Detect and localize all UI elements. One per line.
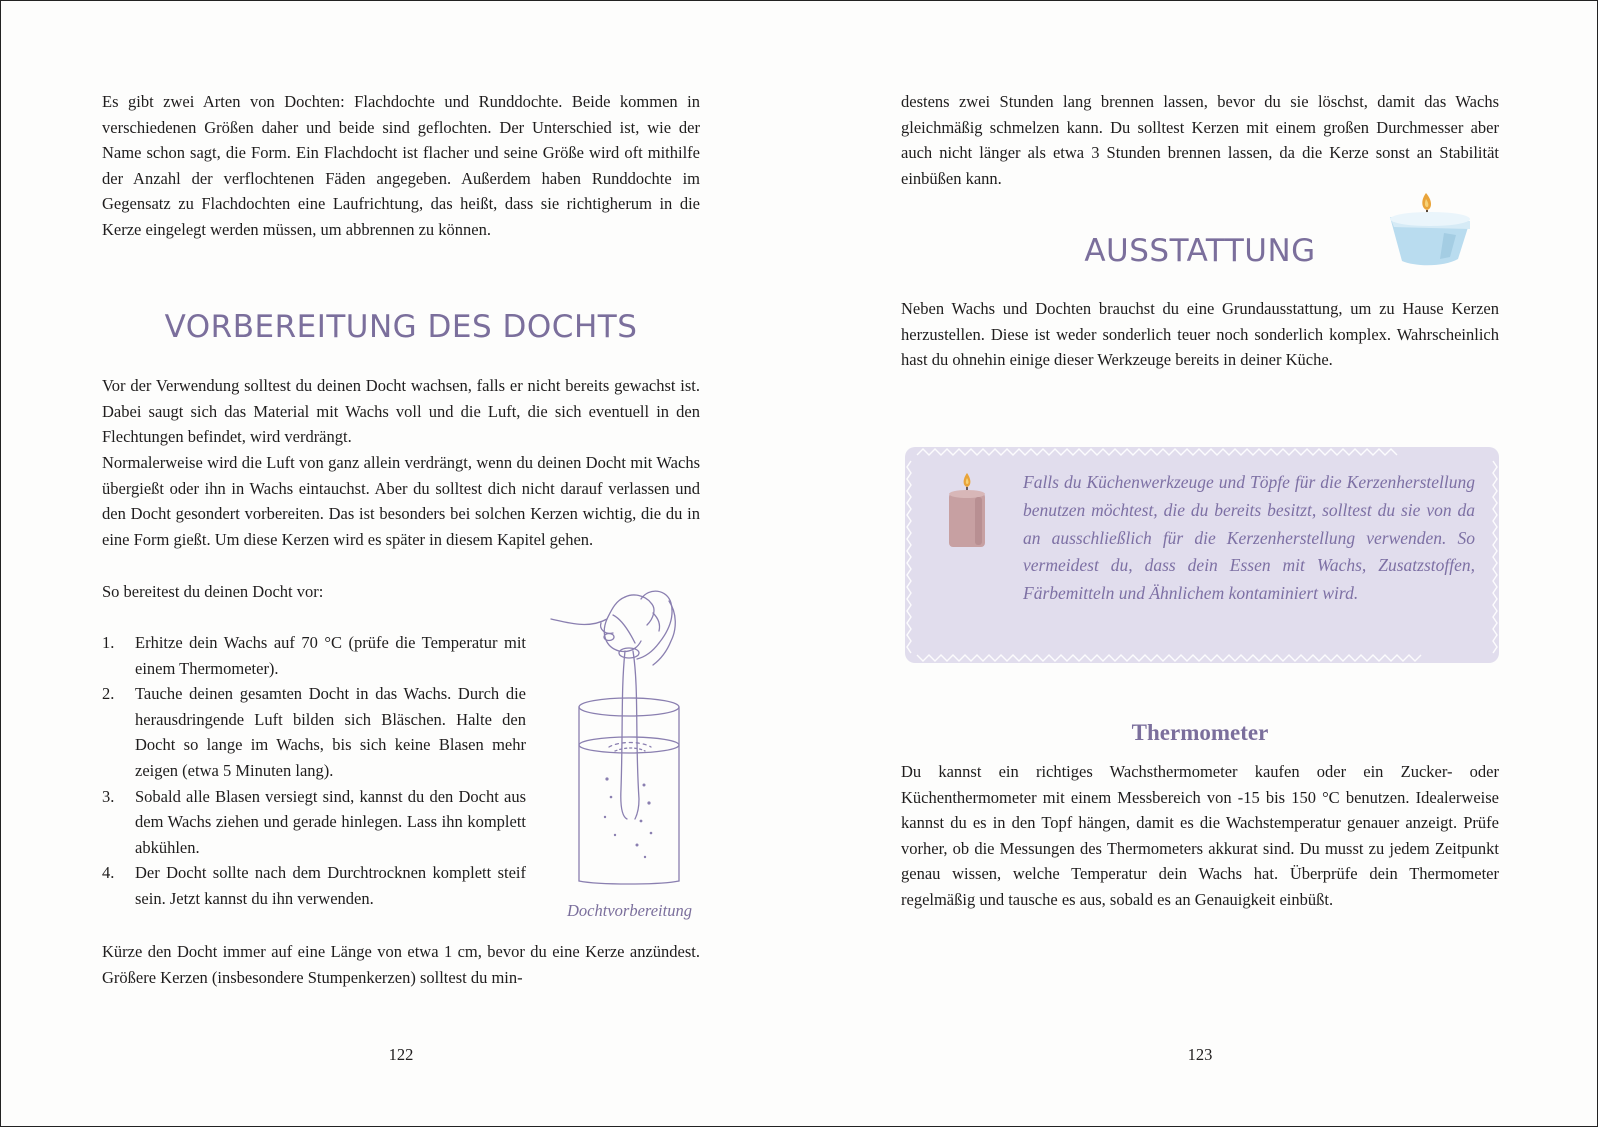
page-number-right: 123 [1187,1045,1213,1064]
illustration-caption: Dochtvorbereitung [567,901,692,920]
step-number: 3. [102,786,115,806]
step-number: 1. [102,633,115,652]
left-paragraph-5: Kürze den Docht immer auf eine Länge von etwa 1 cm, bevor du eine Kerze anzündest. Größere Kerzen (insbesondere Stumpenkerzen) solltest du min- [102,942,700,987]
left-paragraph-2: Vor der Verwendung solltest du deinen Docht wachsen, falls er nicht bereits gewachst ist. Dabei saugt sich das Material mit Wachs voll und die Luft, die sich eventuell in den Flechtungen befindet, wird verdrängt. [102,376,700,447]
list-item [102,784,526,861]
page-number-left: 122 [388,1045,414,1064]
step-text: Erhitze dein Wachs auf 70 °C (prüfe die Temperatur mit einem Thermometer). [135,633,526,678]
section-heading-ausstattung: AUSSTATTUNG [1084,233,1316,269]
list-item [102,681,526,783]
list-item [102,860,526,911]
steps-list [102,630,526,912]
tip-text: Falls du Küchenwerkzeuge und Töpfe für die Kerzenherstellung benutzen möchtest, die du bereits besitzt, solltest du sie von da an ausschließlich für die Kerzenherstellung verwenden. So vermeidest du, dass dein Essen mit Wachs, Zusatzstoffen, Färbemitteln und Ähnlichem kontaminiert wird. [1023,472,1475,604]
step-text: Sobald alle Blasen versiegt sind, kannst du den Docht aus dem Wachs ziehen und gerade hinlegen. Lass ihn komplett abkühlen. [135,786,526,857]
left-paragraph-4: So bereitest du deinen Docht vor: [102,582,324,601]
wick-dipping-illustration [549,589,709,909]
right-paragraph-3: Du kannst ein richtiges Wachsthermometer kaufen oder ein Zucker- oder Küchenthermometer mit einem Messbereich von -15 bis 150 °C benutzen. Idealerweise kannst du es in den Topf hängen, damit es die Wachstemperatur genauer anzeigt. Prüfe vorher, ob die Messungen des Thermometers akkurat sind. Du musst zu jedem Zeitpunkt genau wissen, welche Temperatur dein Wachs hat. Überprüfe dein Thermometer regelmäßig und tausche es aus, sobald es an Genauigkeit einbüßt. [901,762,1499,909]
left-paragraph-1: Es gibt zwei Arten von Dochten: Flachdochte und Runddochte. Beide kommen in verschiedenen Größen daher und beide sind geflochten. Der Unterschied ist, wie der Name schon sagt, die Form. Ein Flachdocht ist flacher und seine Größe wird oft mithilfe der Anzahl der verflochtenen Fäden angegeben. Außerdem haben Runddochte im Gegensatz zu Flachdochten eine Laufrichtung, das heißt, dass sie richtigherum in die Kerze eingelegt werden müssen, um abbrennen zu können. [102,92,700,239]
list-item [102,630,526,681]
section-heading-dochts: VORBEREITUNG DES DOCHTS [164,309,638,345]
right-paragraph-1: destens zwei Stunden lang brennen lassen, bevor du sie löschst, damit das Wachs gleichmäßig schmelzen kann. Du solltest Kerzen mit einem großen Durchmesser aber auch nicht länger als etwa 3 Stunden brennen lassen, da die Kerze sonst an Stabilität einbüßen kann. [901,92,1499,188]
right-paragraph-2: Neben Wachs und Dochten brauchst du eine Grundausstattung, um zu Hause Kerzen herzustellen. Diese ist weder sonderlich teuer noch sonderlich komplex. Wahrscheinlich hast du ohnehin einige dieser Werkzeuge bereits in deiner Küche. [901,299,1499,370]
left-page [1,1,800,1126]
tealight-glass-candle-icon [1386,183,1476,267]
tip-box [905,447,1499,663]
step-number: 2. [102,684,115,704]
step-number: 4. [102,863,115,883]
step-text: Tauche deinen gesamten Docht in das Wachs. Durch die herausdringende Luft bilden sich Bläschen. Halte den Docht so lange im Wachs, bis sich keine Blasen mehr zeigen (etwa 5 Minuten lang). [135,684,526,780]
pillar-candle-icon [945,471,989,551]
left-paragraph-3: Normalerweise wird die Luft von ganz allein verdrängt, wenn du deinen Docht mit Wachs übergießt oder ihn in Wachs eintauchst. Aber du solltest dich nicht darauf verlassen und den Docht gesondert vorbereiten. Das ist besonders bei solchen Kerzen wichtig, die du in eine Form gießt. Um diese Kerzen wird es später in diesem Kapitel gehen. [102,453,700,549]
subheading-thermometer: Thermometer [1131,720,1269,745]
step-text: Der Docht sollte nach dem Durchtrocknen komplett steif sein. Jetzt kannst du ihn verwenden. [135,863,526,908]
